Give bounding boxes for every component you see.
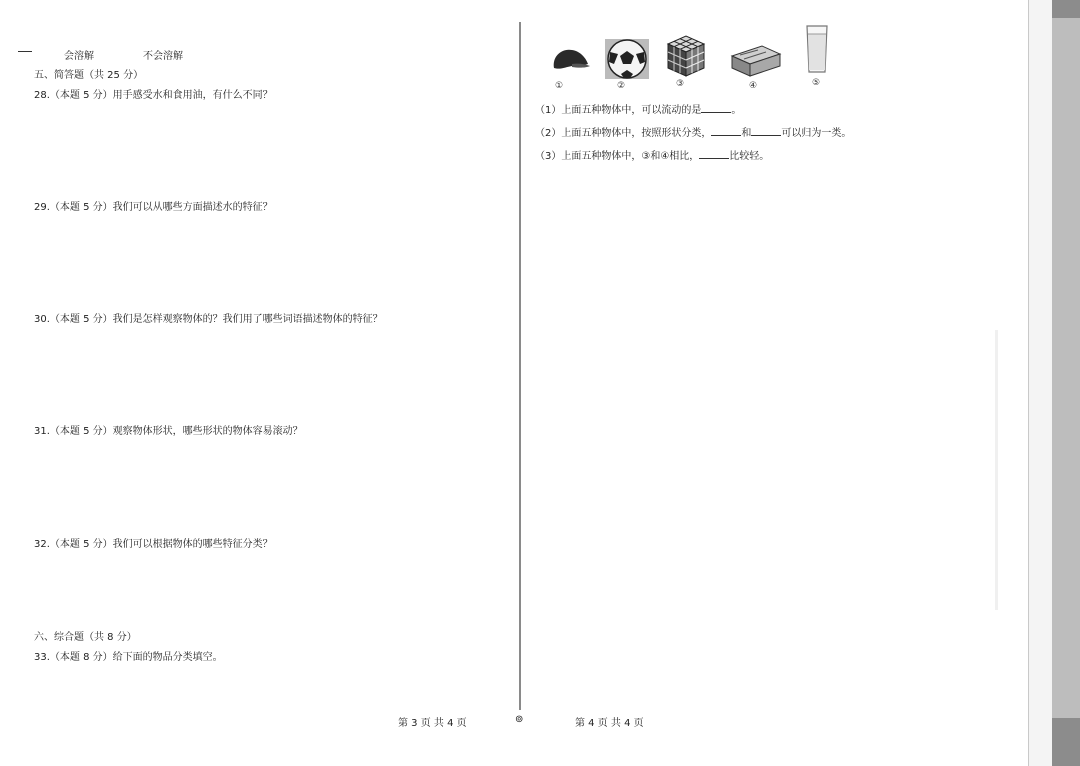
item-number-5: ⑤ bbox=[812, 78, 821, 88]
sub-question-2: （2）上面五种物体中，按照形状分类， 和 可以归为一类。 bbox=[535, 128, 852, 139]
answer-blank bbox=[751, 126, 781, 136]
sub-question-3: （3）上面五种物体中，③和④相比， 比较轻。 bbox=[535, 151, 770, 162]
section5-title: 五、简答题（共 25 分） bbox=[34, 70, 144, 81]
question-29: 29.（本题 5 分）我们可以从哪些方面描述水的特征？ bbox=[34, 202, 273, 213]
scrollbar-top-cap[interactable] bbox=[1052, 0, 1080, 18]
section6-title: 六、综合题（共 8 分） bbox=[34, 632, 137, 643]
answer-blank bbox=[699, 149, 729, 159]
question-31: 31.（本题 5 分）观察物体形状，哪些形状的物体容易滚动？ bbox=[34, 426, 303, 437]
scrollbar-thumb[interactable] bbox=[1052, 718, 1080, 766]
soccer-ball-icon bbox=[604, 38, 650, 80]
box-icon bbox=[728, 40, 784, 80]
glass-of-water-icon bbox=[804, 24, 830, 74]
answer-blank bbox=[701, 103, 731, 113]
option-not-dissolve: 不会溶解 bbox=[143, 51, 183, 62]
sub-question-1: （1）上面五种物体中，可以流动的是 。 bbox=[535, 105, 742, 116]
option-dissolve: 会溶解 bbox=[64, 51, 94, 62]
question-32: 32.（本题 5 分）我们可以根据物体的哪些特征分类？ bbox=[34, 539, 273, 550]
question-33: 33.（本题 8 分）给下面的物品分类填空。 bbox=[34, 652, 223, 663]
item-number-3: ③ bbox=[676, 79, 685, 89]
answer-blank bbox=[711, 126, 741, 136]
question-30: 30.（本题 5 分）我们是怎样观察物体的？我们用了哪些词语描述物体的特征？ bbox=[34, 314, 383, 325]
center-mark: ⊚ bbox=[515, 714, 524, 725]
footer-page-4: 第 4 页 共 4 页 bbox=[575, 718, 644, 729]
question-28: 28.（本题 5 分）用手感受水和食用油，有什么不同？ bbox=[34, 90, 273, 101]
cap-icon bbox=[548, 42, 592, 80]
top-dash bbox=[18, 51, 32, 52]
scrollbar-track[interactable] bbox=[1052, 0, 1080, 766]
item-number-2: ② bbox=[617, 81, 626, 91]
footer-page-3: 第 3 页 共 4 页 bbox=[398, 718, 467, 729]
scan-shadow bbox=[995, 330, 998, 610]
item-number-4: ④ bbox=[749, 81, 758, 91]
page-divider bbox=[519, 22, 521, 710]
item-number-1: ① bbox=[555, 81, 564, 91]
rubiks-cube-icon bbox=[664, 34, 708, 78]
